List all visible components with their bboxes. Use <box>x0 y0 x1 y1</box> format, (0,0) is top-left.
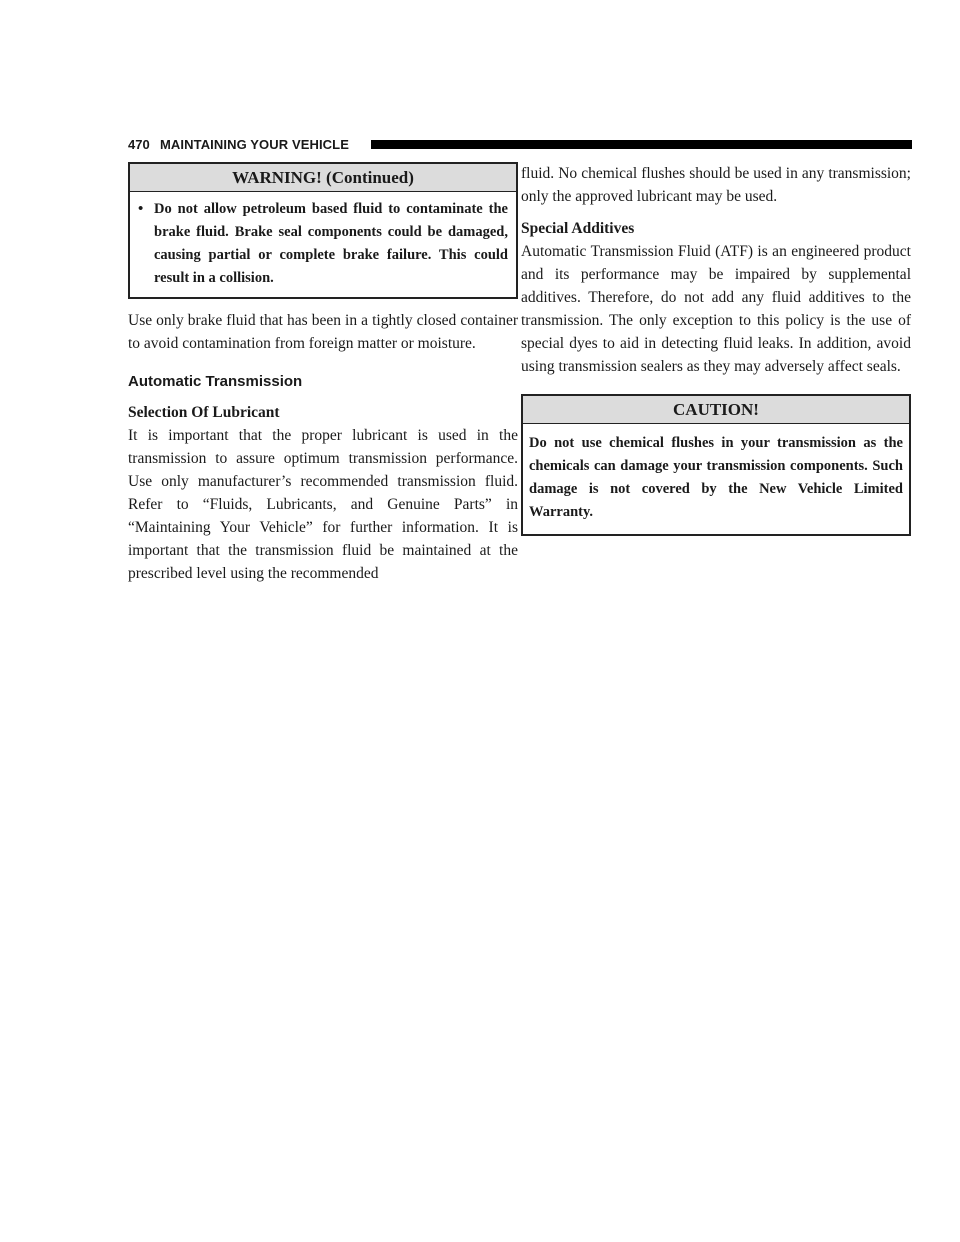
section-title: MAINTAINING YOUR VEHICLE <box>160 137 349 152</box>
additives-paragraph: Automatic Transmission Fluid (ATF) is an engineered product and its performance may be impaired by supplemental additives. Therefore, do not add any fluid additives to the transmission. The only exception to this policy is the use of special dyes to aid in detecting fluid leaks. In addition, avoid using transmission sealers as they may adversely affect seals. <box>521 243 911 375</box>
warning-title: WARNING! (Continued) <box>130 164 516 192</box>
lubricant-paragraph: It is important that the proper lubricant is used in the transmission to assure optimum transmission performance. Use only manufacturer’s recommended transmission fluid. Refer to “Fluids, Lubricants, and Genuine Parts” in “Maintaining Your Vehicle” for further information. It is important that the transmission fluid be maintained at the prescribed level using the recommended <box>128 427 518 582</box>
page-number: 470 <box>128 137 150 152</box>
left-column <box>128 162 518 585</box>
bullet-icon: • <box>138 201 144 217</box>
warning-box <box>128 162 518 299</box>
selection-of-lubricant-heading: Selection Of Lubricant <box>128 404 280 421</box>
brake-fluid-paragraph: Use only brake fluid that has been in a tightly closed container to avoid contamination from foreign matter or moisture. <box>128 312 518 352</box>
warning-text: Do not allow petroleum based fluid to contaminate the brake fluid. Brake seal components could be damaged, causing partial or complete brake failure. This could result in a collision. <box>154 201 508 286</box>
caution-box <box>521 394 911 536</box>
caution-text: Do not use chemical flushes in your transmission as the chemicals can damage your transmission components. Such damage is not covered by the New Vehicle Limited Warranty. <box>529 435 903 520</box>
special-additives-heading: Special Additives <box>521 220 635 237</box>
continued-paragraph: fluid. No chemical flushes should be used in any transmission; only the approved lubricant may be used. <box>521 165 911 205</box>
header-rule <box>371 140 912 149</box>
warning-body <box>130 192 516 297</box>
automatic-transmission-heading: Automatic Transmission <box>128 373 303 390</box>
right-column <box>521 162 911 536</box>
caution-title: CAUTION! <box>523 396 909 424</box>
page-header <box>128 136 912 154</box>
